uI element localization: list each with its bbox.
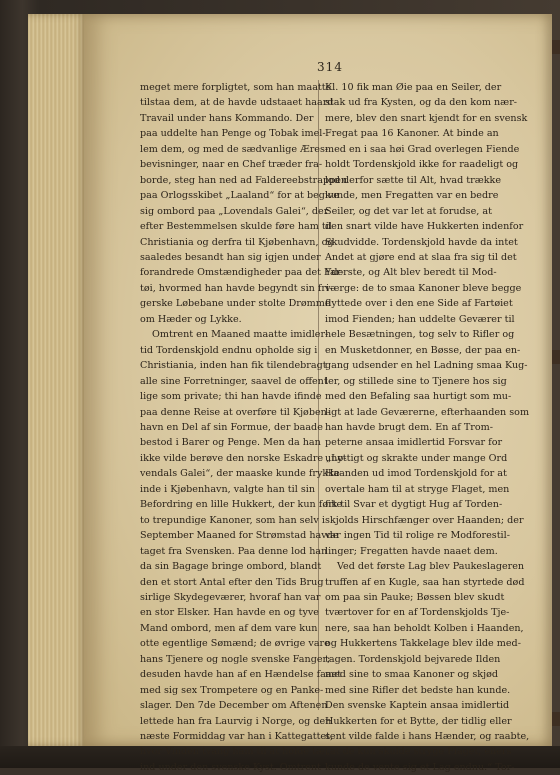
column-divider [318, 80, 319, 710]
text-line: September Maaned for Strømstad havde [140, 530, 339, 542]
page-number: 314 [317, 60, 343, 74]
text-line: hele Besætningen, tog selv to Rifler og [325, 329, 515, 341]
text-line: borde, steg han ned ad Faldereebstrappen [140, 174, 348, 186]
text-line: lige som private; thi han havde ifinde [140, 391, 322, 403]
text-line: Omtrent en Maaned maatte imidler- [152, 329, 329, 341]
text-line: om Hæder og Lykke. [140, 313, 242, 325]
text-line: kunde de vente sig et Lag endnu.“ Tor- [325, 761, 515, 773]
text-line: paa uddelte han Penge og Tobak imel- [140, 128, 326, 140]
text-line: næste Formiddag var han i Kattegattet, [140, 731, 334, 743]
text-line: „at de kun skulde stryge Flaget, ellers [325, 746, 512, 758]
text-line: Christiania og derfra til Kjøbenhavn, og [140, 236, 334, 248]
text-line: Yderste, og Alt blev beredt til Mod- [325, 267, 497, 279]
text-line: bevisninger, naar en Chef træder fra- [140, 159, 323, 171]
text-line: kunde, men Fregatten var en bedre [325, 190, 499, 202]
text-line: Fregat paa 16 Kanoner. At binde an [325, 128, 499, 140]
text-line: mere, blev den snart kjendt for en svensk [325, 112, 528, 124]
text-line: skjolds Hirschfænger over Haanden; der [325, 514, 524, 526]
text-line: da sin Bagage bringe ombord, blandt [140, 561, 322, 573]
text-line: ind under den svenske Kyst. Omtrent [140, 761, 321, 773]
text-line: med sine to smaa Kanoner og skjød [325, 669, 498, 681]
text-line: fik til Svar et dygtigt Hug af Torden- [325, 499, 503, 511]
text-line: en stor Elsker. Han havde en og tyve [140, 607, 319, 619]
text-line: paa Orlogsskibet „Laaland“ for at begive [140, 190, 340, 202]
text-line: holdt Tordenskjold ikke for raadeligt og [325, 159, 519, 171]
text-line: flyttede over i den ene Side af Fartøiet [325, 298, 513, 310]
text-line: lem dem, og med de sædvanlige Æres- [140, 143, 329, 155]
text-column-right [325, 80, 530, 775]
text-line: hvor Vinden tvang ham til at holde tæt [140, 746, 329, 758]
text-line: truffen af en Kugle, saa han styrtede død [325, 576, 525, 588]
text-line: Travail under hans Kommando. Der [140, 112, 314, 124]
text-line: efter Bestemmelsen skulde føre ham til [140, 221, 332, 233]
text-line: inde i Kjøbenhavn, valgte han til sin [140, 483, 316, 495]
text-line: forandrede Omstændigheder paa det Far- [140, 267, 344, 279]
text-line: imod Fienden; han uddelte Geværer til [325, 313, 515, 325]
text-line: peterne ansaa imidlertid Forsvar for [325, 437, 503, 449]
text-line: otte egentlige Sømænd; de øvrige vare [140, 638, 330, 650]
text-line: Seiler, og det var let at forudse, at [325, 205, 492, 217]
text-line: desuden havde han af en Hændelse faaet [140, 669, 342, 681]
text-line: lod derfor sætte til Alt, hvad trække [325, 174, 502, 186]
text-line: med sig sex Trompetere og en Panke- [140, 684, 324, 696]
text-line: Christiania, inden han fik tilendebragt [140, 360, 327, 372]
text-line: tid Tordenskjold endnu opholde sig i [140, 344, 318, 356]
text-line: Ved det første Lag blev Paukeslageren [337, 561, 525, 573]
text-line: med den Befaling saa hurtigt som mu- [325, 391, 512, 403]
text-line: den et stort Antal efter den Tids Brug [140, 576, 324, 588]
text-line: sig ombord paa „Lovendals Galei“, der [140, 205, 329, 217]
text-line: Haanden ud imod Tordenskjold for at [325, 468, 507, 480]
text-line: han havde brugt dem. En af Trom- [325, 421, 493, 433]
text-line: Hukkerten for et Bytte, der tidlig eller [325, 715, 512, 727]
text-line: bestod i Barer og Penge. Men da han [140, 437, 321, 449]
text-line: og Hukkertens Takkelage blev ilde med- [325, 638, 521, 650]
text-line: ler, og stillede sine to Tjenere hos sig [325, 375, 507, 387]
text-line: havn en Del af sin Formue, der baade [140, 421, 323, 433]
text-line: med sine Rifler det bedste han kunde. [325, 684, 511, 696]
text-line: sirlige Skydegeværer, hvoraf han var [140, 591, 321, 603]
text-column-left [140, 80, 348, 775]
text-line: sent vilde falde i hans Hænder, og raabte, [325, 731, 530, 743]
text-line: var ingen Tid til rolige re Modforestil- [325, 530, 510, 542]
text-line: alle sine Forretninger, saavel de offent [140, 375, 328, 387]
text-line: linger; Fregatten havde naaet dem. [325, 545, 498, 557]
text-line: værge: de to smaa Kanoner bleve begge [325, 282, 522, 294]
text-line: med en i saa høi Grad overlegen Fiende [325, 143, 520, 155]
text-line: en Musketdonner, en Bøsse, der paa en- [325, 344, 521, 356]
text-line: taget fra Svensken. Paa denne lod han [140, 545, 328, 557]
text-line: nere, saa han beholdt Kolben i Haanden, [325, 622, 524, 634]
text-line: ikke vilde berøve den norske Eskadre „Lo- [140, 452, 347, 464]
text-line: Skudvidde. Tordenskjold havde da intet [325, 236, 518, 248]
text-line: tagen. Tordenskjold bejvarede Ilden [325, 653, 501, 665]
text-line: vendals Galei“, der maaske kunde frykke [140, 468, 340, 480]
text-line: hans Tjenere og nogle svenske Fanger; [140, 653, 331, 665]
text-line: gerske Løbebane under stolte Drømme [140, 298, 331, 310]
text-line: tøi, hvormed han havde begyndt sin fri- [140, 282, 333, 294]
text-line: tværtover for en af Tordenskjolds Tje- [325, 607, 510, 619]
text-line: ligt at lade Geværerne, efterhaanden som [325, 406, 530, 418]
text-line: om paa sin Pauke; Bøssen blev skudt [325, 591, 505, 603]
text-line: Kl. 10 fik man Øie paa en Seiler, der [325, 82, 502, 93]
text-line: lettede han fra Laurvig i Norge, og den [140, 715, 332, 727]
text-line: den snart vilde have Hukkerten indenfor [325, 221, 524, 233]
text-line: saaledes besandt han sig igjen under [140, 251, 321, 263]
text-line: unyttigt og skrakte under mange Ord [325, 452, 508, 464]
text-line: slager. Den 7de December om Aftenen [140, 700, 328, 712]
text-line: Andet at gjøre end at slaa fra sig til det [325, 251, 517, 263]
text-line: paa denne Reise at overføre til Kjøben- [140, 406, 331, 418]
text-line: stak ud fra Kysten, og da den kom nær- [325, 97, 518, 109]
text-line: Mand ombord, men af dem vare kun [140, 622, 318, 634]
text-line: overtale ham til at stryge Flaget, men [325, 483, 510, 495]
text-line: meget mere forpligtet, som han maatte [140, 82, 332, 93]
text-line: tilstaa dem, at de havde udstaaet haard [140, 97, 334, 109]
text-line: to trepundige Kanoner, som han selv i [140, 514, 325, 526]
page-edges [28, 14, 88, 746]
text-line: Den svenske Kaptein ansaa imidlertid [325, 700, 510, 712]
text-line: gang udsender en hel Ladning smaa Kug- [325, 360, 528, 372]
text-line: Befordring en lille Hukkert, der kun førte [140, 499, 343, 511]
